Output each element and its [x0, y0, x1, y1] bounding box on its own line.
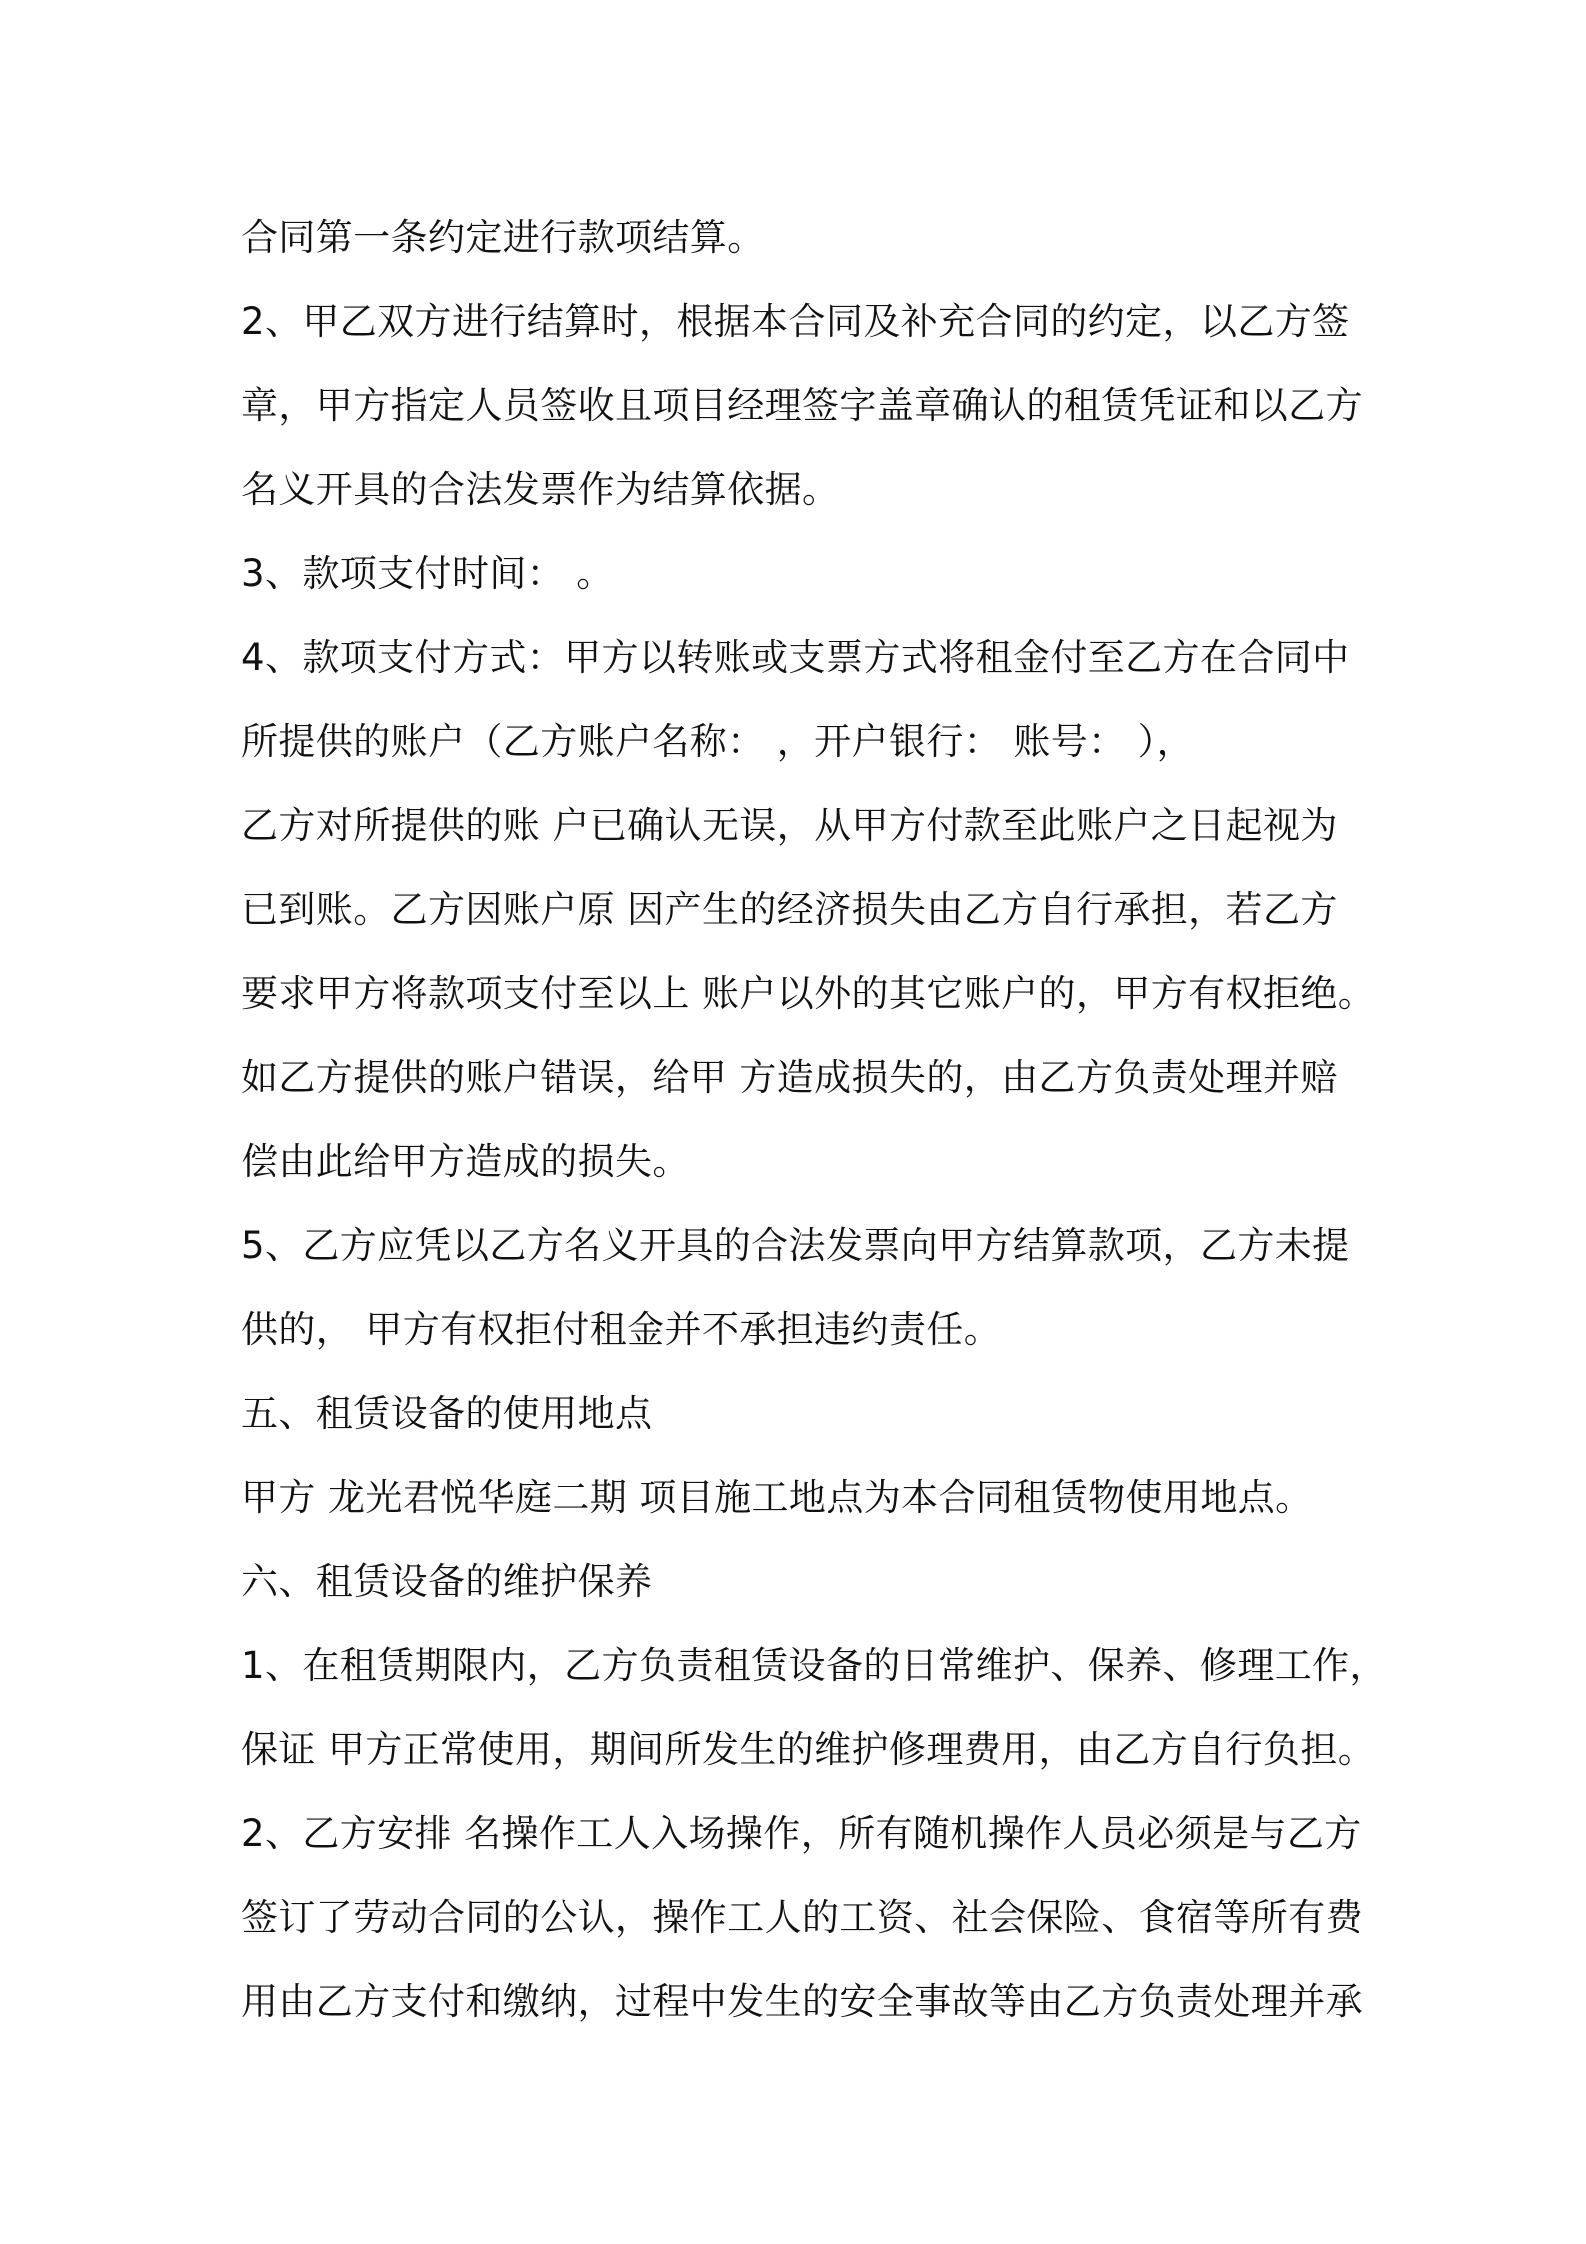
section-heading: 五、租赁设备的使用地点 [241, 1392, 653, 1435]
text-line: 1、在租赁期限内，乙方负责租赁设备的日常维护、保养、修理工作， [241, 1644, 1387, 1687]
text-line: 乙方对所提供的账 户已确认无误，从甲方付款至此账户之日起视为 [241, 804, 1338, 847]
document-body [241, 196, 1387, 2044]
text-line: 供的， 甲方有权拒付租金并不承担违约责任。 [241, 1308, 1002, 1351]
text-line: 2、乙方安排 名操作工人入场操作，所有随机操作人员必须是与乙方 [241, 1812, 1362, 1855]
text-line: 签订了劳动合同的公认，操作工人的工资、社会保险、食宿等所有费 [241, 1896, 1363, 1939]
text-line: 所提供的账户（乙方账户名称： ，开户银行： 账号： ）， [241, 720, 1194, 763]
text-line: 4、款项支付方式：甲方以转账或支票方式将租金付至乙方在合同中 [241, 636, 1350, 679]
text-line: 名义开具的合法发票作为结算依据。 [241, 468, 840, 511]
text-line: 用由乙方支付和缴纳，过程中发生的安全事故等由乙方负责处理并承 [241, 1980, 1363, 2023]
text-line: 章，甲方指定人员签收且项目经理签字盖章确认的租赁凭证和以乙方 [241, 384, 1363, 427]
section-heading: 六、租赁设备的维护保养 [241, 1560, 653, 1603]
text-line: 2、甲乙双方进行结算时，根据本合同及补充合同的约定，以乙方签 [241, 300, 1350, 343]
text-line: 保证 甲方正常使用，期间所发生的维护修理费用，由乙方自行负担。 [241, 1728, 1376, 1771]
text-line: 要求甲方将款项支付至以上 账户以外的其它账户的，甲方有权拒绝。 [241, 972, 1376, 1015]
text-line: 甲方 龙光君悦华庭二期 项目施工地点为本合同租赁物使用地点。 [241, 1476, 1313, 1519]
text-line: 偿由此给甲方造成的损失。 [241, 1140, 690, 1183]
text-line: 5、乙方应凭以乙方名义开具的合法发票向甲方结算款项，乙方未提 [241, 1224, 1350, 1267]
text-line: 已到账。乙方因账户原 因产生的经济损失由乙方自行承担，若乙方 [241, 888, 1338, 931]
text-line: 合同第一条约定进行款项结算。 [241, 216, 765, 259]
text-line: 如乙方提供的账户错误，给甲 方造成损失的，由乙方负责处理并赔 [241, 1056, 1338, 1099]
text-line: 3、款项支付时间： 。 [241, 552, 614, 595]
